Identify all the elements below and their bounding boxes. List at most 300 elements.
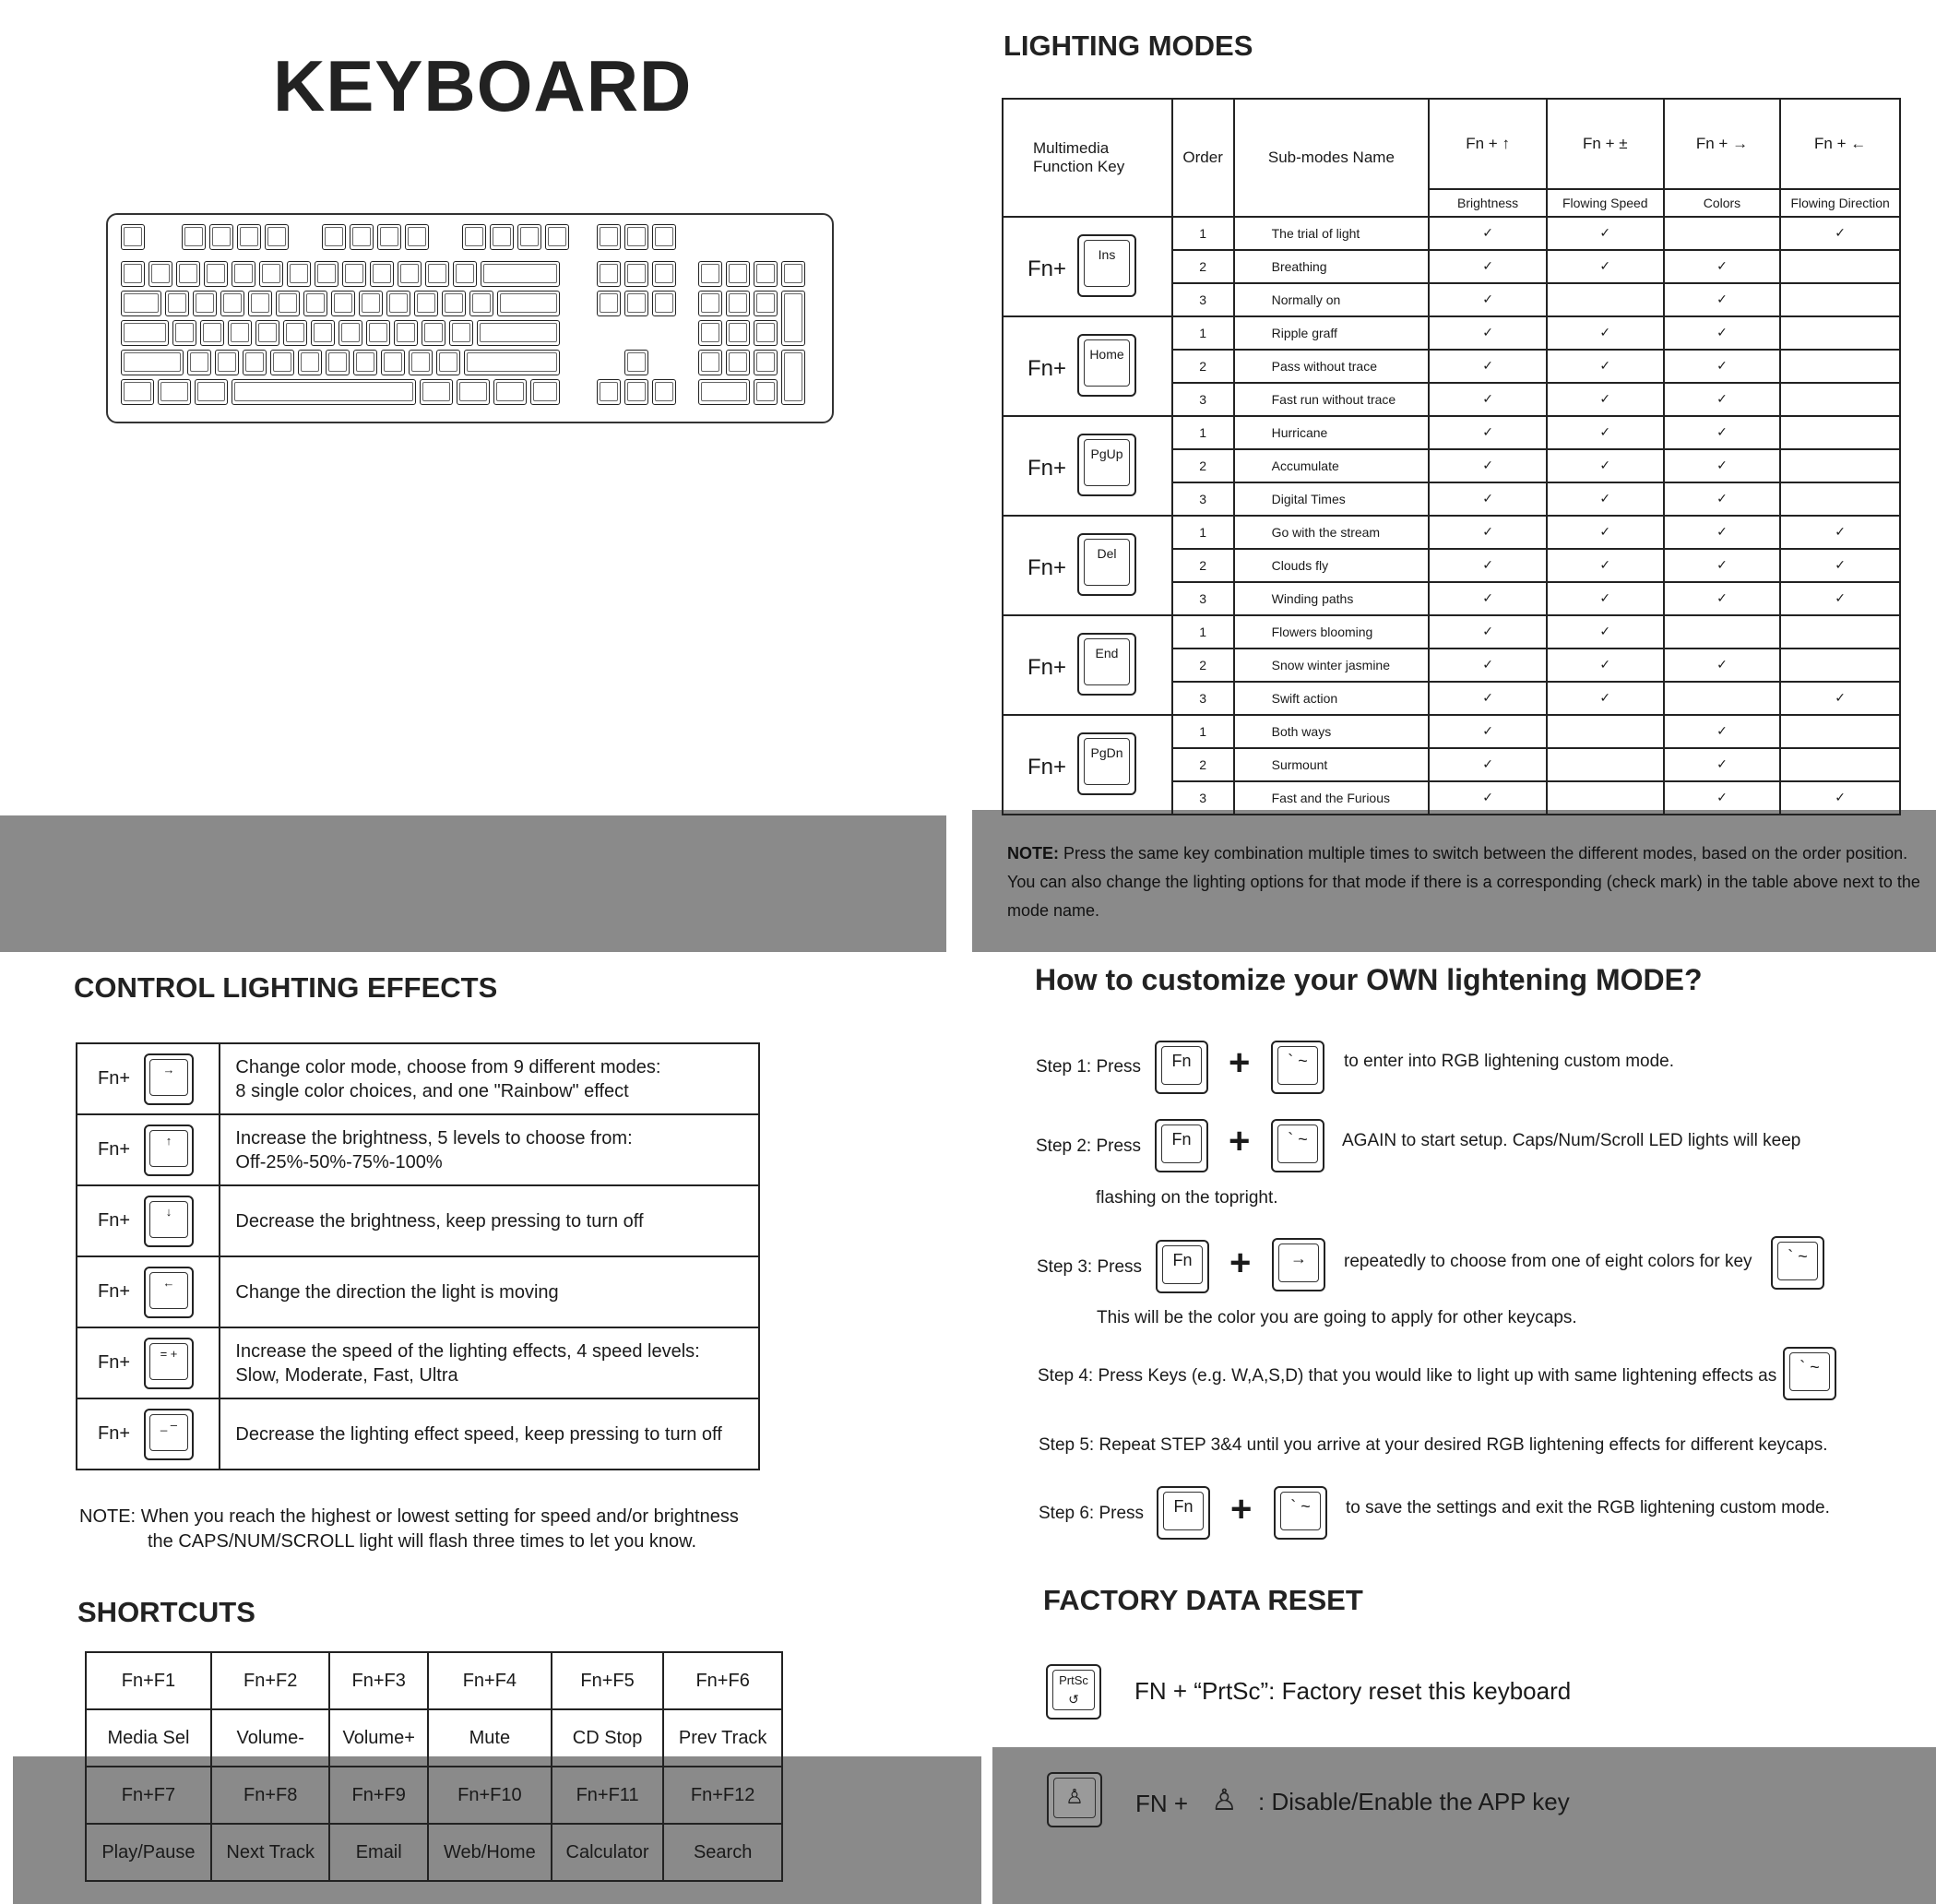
colors-check: ✓: [1664, 549, 1781, 582]
keycap-icon: [331, 291, 355, 316]
direction-check: ✓: [1780, 217, 1900, 250]
direction-check: [1780, 649, 1900, 682]
speed-check: [1547, 283, 1664, 316]
plus-icon: +: [1229, 1121, 1251, 1161]
fn-key-icon: Fn: [1157, 1486, 1210, 1540]
step3-text2: This will be the color you are going to apply for other keycaps.: [1097, 1308, 1577, 1327]
order-cell: 2: [1172, 350, 1234, 383]
keycap-icon: [394, 320, 418, 346]
mode-name-cell: Both ways: [1234, 715, 1430, 748]
keycap-icon: [414, 291, 438, 316]
keycap-icon: [121, 379, 154, 405]
step2-text: AGAIN to start setup. Caps/Num/Scroll LED lights will keep: [1342, 1131, 1801, 1150]
factory-reset-text: FN + “PrtSc”: Factory reset this keyboard: [1134, 1677, 1572, 1705]
speed-check: ✓: [1547, 649, 1664, 682]
brightness-check: ✓: [1429, 283, 1547, 316]
mode-name-cell: Hurricane: [1234, 416, 1430, 449]
direction-check: ✓: [1780, 549, 1900, 582]
left-arrow-key-icon: ←: [1850, 135, 1867, 152]
lighting-modes-table: [1002, 98, 1901, 815]
control-note: [79, 1505, 739, 1554]
control-key-cell: [77, 1327, 220, 1398]
colors-check: [1664, 682, 1781, 715]
keycap-icon: [698, 261, 722, 287]
keycap-icon: [726, 350, 750, 375]
keycap-icon: [726, 320, 750, 346]
keycap-icon: [781, 350, 805, 405]
keycap-icon: [366, 320, 390, 346]
order-cell: 2: [1172, 649, 1234, 682]
speed-keys-icon: ±: [1619, 135, 1628, 152]
colors-check: [1664, 615, 1781, 649]
tilde-key-icon: ` ~: [1771, 1236, 1824, 1290]
control-key-cell: [77, 1185, 220, 1256]
header-brightness-keys: Fn + ↑: [1429, 99, 1547, 189]
control-row: [77, 1043, 759, 1114]
keycap-icon: [287, 261, 311, 287]
control-key-icon: = +: [144, 1338, 194, 1389]
keycap-icon: [121, 350, 184, 375]
order-cell: 3: [1172, 781, 1234, 815]
brightness-check: ✓: [1429, 449, 1547, 482]
header-colors: Colors: [1664, 189, 1781, 217]
speed-check: [1547, 715, 1664, 748]
colors-check: ✓: [1664, 748, 1781, 781]
speed-check: ✓: [1547, 350, 1664, 383]
brightness-check: ✓: [1429, 781, 1547, 815]
keycap-icon: [597, 261, 621, 287]
band-bottom-right: [992, 1747, 1936, 1904]
fn-key-icon: Fn: [1466, 135, 1485, 152]
lighting-title: LIGHTING MODES: [1004, 30, 1253, 62]
lighting-mode-row: [1003, 615, 1900, 649]
control-row: [77, 1398, 759, 1470]
keycap-icon: [232, 261, 255, 287]
keycap-icon: [754, 350, 778, 375]
keycap-icon: [353, 350, 377, 375]
mode-name-cell: Accumulate: [1234, 449, 1430, 482]
control-key-icon: ↓: [144, 1196, 194, 1247]
right-arrow-key-icon: →: [1732, 135, 1749, 152]
shortcut-key: Fn+F6: [663, 1652, 782, 1709]
keycap-icon: [339, 320, 362, 346]
keycap-icon: [624, 261, 648, 287]
keycap-icon: [493, 379, 527, 405]
order-cell: 2: [1172, 748, 1234, 781]
keycap-icon: [228, 320, 252, 346]
control-key-cell: [77, 1256, 220, 1327]
shortcut-function: Mute: [428, 1709, 552, 1767]
speed-check: ✓: [1547, 416, 1664, 449]
direction-check: [1780, 383, 1900, 416]
app-icon: ♙: [1211, 1783, 1238, 1816]
brightness-check: ✓: [1429, 482, 1547, 516]
keycap-icon: [386, 291, 410, 316]
keycap-icon: [255, 320, 279, 346]
shortcut-key: Fn+F5: [552, 1652, 663, 1709]
keycap-icon: [624, 350, 648, 375]
colors-check: [1664, 217, 1781, 250]
keycap-icon: [265, 224, 289, 250]
keycap-icon: [359, 291, 383, 316]
order-cell: 1: [1172, 615, 1234, 649]
lighting-modes-body: [1003, 217, 1900, 815]
direction-check: [1780, 316, 1900, 350]
speed-check: ✓: [1547, 615, 1664, 649]
colors-check: ✓: [1664, 715, 1781, 748]
keycap-icon: [232, 379, 416, 405]
shortcuts-title: SHORTCUTS: [77, 1596, 255, 1628]
brightness-check: ✓: [1429, 250, 1547, 283]
colors-check: ✓: [1664, 649, 1781, 682]
header-direction-keys: Fn + ←: [1780, 99, 1900, 189]
direction-check: [1780, 615, 1900, 649]
brightness-check: ✓: [1429, 350, 1547, 383]
shortcut-key: Fn+F3: [329, 1652, 427, 1709]
direction-check: [1780, 482, 1900, 516]
keycap-icon: [436, 350, 460, 375]
plus-icon: +: [1230, 1489, 1253, 1529]
control-note-line1: When you reach the highest or lowest setting for speed and/or brightness: [140, 1506, 739, 1527]
keycap-icon: [322, 224, 346, 250]
fn-label: Fn+: [1027, 356, 1067, 381]
tilde-key-icon: ` ~: [1271, 1041, 1324, 1094]
direction-check: ✓: [1780, 582, 1900, 615]
shortcut-function: Search: [663, 1824, 782, 1881]
step3-text: repeatedly to choose from one of eight colors for key: [1344, 1252, 1752, 1271]
right-arrow-key-icon: →: [1272, 1238, 1325, 1291]
mode-name-cell: Breathing: [1234, 250, 1430, 283]
step2-label: Step 2: Press: [1036, 1136, 1142, 1156]
direction-check: ✓: [1780, 516, 1900, 549]
keycap-icon: [220, 291, 244, 316]
keycap-icon: [530, 379, 560, 405]
shortcut-key: Fn+F2: [211, 1652, 330, 1709]
keycap-icon: [420, 379, 453, 405]
brightness-check: ✓: [1429, 383, 1547, 416]
fn-label: Fn+: [1027, 456, 1067, 481]
control-table-wrap: [76, 1042, 760, 1470]
fn-key-icon: Fn: [1695, 135, 1715, 152]
step5-text: Step 5: Repeat STEP 3&4 until you arrive at your desired RGB lightening effects for different keycaps.: [1039, 1435, 1828, 1455]
fn-key-icon: Fn: [1582, 135, 1601, 152]
keycap-icon: [698, 350, 722, 375]
keycap-icon: [326, 350, 350, 375]
control-description: Decrease the brightness, keep pressing to turn off: [220, 1185, 759, 1256]
keycap-icon: [754, 291, 778, 316]
order-cell: 1: [1172, 316, 1234, 350]
keycap-icon: [464, 350, 560, 375]
keycap-icon: [172, 320, 196, 346]
lighting-mode-row: [1003, 516, 1900, 549]
brightness-check: ✓: [1429, 316, 1547, 350]
shortcut-key: Fn+F9: [329, 1767, 427, 1824]
speed-check: ✓: [1547, 516, 1664, 549]
order-cell: 3: [1172, 283, 1234, 316]
mode-name-cell: Flowers blooming: [1234, 615, 1430, 649]
lighting-mode-row: [1003, 715, 1900, 748]
shortcut-function: Next Track: [211, 1824, 330, 1881]
control-description: Decrease the lighting effect speed, keep pressing to turn off: [220, 1398, 759, 1470]
speed-check: ✓: [1547, 449, 1664, 482]
mode-name-cell: Swift action: [1234, 682, 1430, 715]
function-key-icon: Home: [1077, 334, 1136, 397]
fn-label: Fn+: [1027, 555, 1067, 580]
step6-text: to save the settings and exit the RGB lightening custom mode.: [1346, 1498, 1830, 1517]
keycap-icon: [449, 320, 473, 346]
colors-check: ✓: [1664, 383, 1781, 416]
keycap-icon: [158, 379, 191, 405]
control-key-cell: [77, 1114, 220, 1185]
header-speed: Flowing Speed: [1547, 189, 1664, 217]
header-mfk: Multimedia Function Key: [1003, 99, 1172, 217]
shortcuts-funcs-row-2: [86, 1824, 782, 1881]
step6-label: Step 6: Press: [1039, 1504, 1145, 1523]
keycap-icon: [597, 224, 621, 250]
control-description: Increase the speed of the lighting effects, 4 speed levels: Slow, Moderate, Fast, Ultra: [220, 1327, 759, 1398]
fn-key-icon: Fn: [1155, 1119, 1208, 1172]
mode-name-cell: Ripple graff: [1234, 316, 1430, 350]
function-key-cell: [1003, 316, 1172, 416]
function-key-icon: End: [1077, 633, 1136, 696]
brightness-check: ✓: [1429, 416, 1547, 449]
control-row: [77, 1114, 759, 1185]
keycap-icon: [457, 379, 490, 405]
shortcut-function: Web/Home: [428, 1824, 552, 1881]
tilde-key-icon: ` ~: [1783, 1347, 1836, 1400]
colors-check: ✓: [1664, 582, 1781, 615]
tilde-key-icon: ` ~: [1274, 1486, 1327, 1540]
fn-label: Fn+: [98, 1139, 131, 1160]
colors-check: ✓: [1664, 350, 1781, 383]
direction-check: [1780, 748, 1900, 781]
keycap-icon: [248, 291, 272, 316]
keyboard-illustration: [106, 213, 834, 423]
keycap-icon: [754, 379, 778, 405]
colors-check: ✓: [1664, 781, 1781, 815]
keycap-icon: [276, 291, 300, 316]
keycap-icon: [193, 291, 217, 316]
keycap-icon: [462, 224, 486, 250]
shortcuts-keys-row-1: [86, 1652, 782, 1709]
keycap-icon: [652, 379, 676, 405]
keycap-icon: [652, 224, 676, 250]
keycap-icon: [200, 320, 224, 346]
keycap-icon: [237, 224, 261, 250]
header-name: Sub-modes Name: [1234, 99, 1430, 217]
speed-check: [1547, 748, 1664, 781]
speed-check: ✓: [1547, 549, 1664, 582]
lighting-mode-row: [1003, 217, 1900, 250]
keycap-icon: [497, 291, 560, 316]
speed-check: ✓: [1547, 582, 1664, 615]
fn-label: Fn+: [98, 1068, 131, 1089]
order-cell: 1: [1172, 516, 1234, 549]
keycap-icon: [270, 350, 294, 375]
colors-check: ✓: [1664, 516, 1781, 549]
fn-key-icon: Fn: [1156, 1240, 1209, 1293]
keycap-icon: [243, 350, 267, 375]
shortcuts-funcs-row-1: [86, 1709, 782, 1767]
shortcut-key: Fn+F12: [663, 1767, 782, 1824]
order-cell: 2: [1172, 549, 1234, 582]
app-key-icon: ♙: [1047, 1772, 1102, 1827]
direction-check: [1780, 350, 1900, 383]
keycap-icon: [726, 261, 750, 287]
fn-label: Fn+: [1027, 256, 1067, 281]
keycap-icon: [315, 261, 339, 287]
control-body: [77, 1043, 759, 1470]
header-brightness: Brightness: [1429, 189, 1547, 217]
keycap-icon: [624, 291, 648, 316]
step1-text: to enter into RGB lightening custom mode.: [1344, 1052, 1675, 1071]
keycap-icon: [442, 291, 466, 316]
arrow-keys-icon: ↑: [1502, 135, 1510, 152]
keycap-icon: [781, 291, 805, 346]
keycap-icon: [405, 224, 429, 250]
colors-check: ✓: [1664, 416, 1781, 449]
keycap-icon: [121, 291, 161, 316]
function-key-icon: Del: [1077, 533, 1136, 596]
keycap-icon: [726, 291, 750, 316]
control-key-icon: _ –: [144, 1409, 194, 1460]
plus-icon: +: [1229, 1243, 1252, 1283]
keycap-icon: [597, 291, 621, 316]
brightness-check: ✓: [1429, 582, 1547, 615]
order-cell: 1: [1172, 217, 1234, 250]
keycap-icon: [469, 291, 493, 316]
brightness-check: ✓: [1429, 516, 1547, 549]
shortcut-function: Volume-: [211, 1709, 330, 1767]
keycap-icon: [698, 320, 722, 346]
keycap-icon: [781, 261, 805, 287]
keycap-icon: [165, 291, 189, 316]
fn-key-icon: Fn: [1814, 135, 1833, 152]
keycap-icon: [121, 224, 145, 250]
control-note-line2: the CAPS/NUM/SCROLL light will flash three times to let you know.: [148, 1531, 697, 1552]
speed-check: ✓: [1547, 217, 1664, 250]
control-description: Change color mode, choose from 9 different modes: 8 single color choices, and one "Rainbow" effect: [220, 1043, 759, 1114]
lighting-table-wrap: [1002, 98, 1901, 815]
keycap-icon: [311, 320, 335, 346]
header-colors-keys: Fn + →: [1664, 99, 1781, 189]
control-key-icon: ←: [144, 1267, 194, 1318]
keycap-icon: [597, 379, 621, 405]
order-cell: 3: [1172, 582, 1234, 615]
keycap-icon: [754, 320, 778, 346]
function-key-cell: [1003, 217, 1172, 316]
direction-check: ✓: [1780, 781, 1900, 815]
control-key-icon: ↑: [144, 1125, 194, 1176]
brightness-check: ✓: [1429, 748, 1547, 781]
lighting-mode-row: [1003, 316, 1900, 350]
keycap-icon: [209, 224, 233, 250]
function-key-icon: Ins: [1077, 234, 1136, 297]
keycap-icon: [350, 224, 374, 250]
speed-check: [1547, 781, 1664, 815]
control-row: [77, 1185, 759, 1256]
shortcut-function: Prev Track: [663, 1709, 782, 1767]
direction-check: [1780, 283, 1900, 316]
function-key-cell: [1003, 715, 1172, 815]
keycap-icon: [490, 224, 514, 250]
keycap-icon: [624, 224, 648, 250]
lighting-note-text: Press the same key combination multiple times to switch between the different modes, based on the order position. You can also change the lighting options for that mode if there is a corresponding (check mark) in the table above next to the mode name.: [1007, 844, 1920, 920]
keycap-icon: [303, 291, 327, 316]
keycap-icon: [754, 261, 778, 287]
keycap-icon: [652, 261, 676, 287]
shortcut-function: CD Stop: [552, 1709, 663, 1767]
mode-name-cell: Snow winter jasmine: [1234, 649, 1430, 682]
control-key-icon: →: [144, 1053, 194, 1105]
app-key-prefix: FN +: [1135, 1790, 1189, 1817]
shortcut-function: Play/Pause: [86, 1824, 211, 1881]
mode-name-cell: Fast and the Furious: [1234, 781, 1430, 815]
keycap-icon: [148, 261, 172, 287]
order-cell: 3: [1172, 482, 1234, 516]
control-description: Change the direction the light is moving: [220, 1256, 759, 1327]
direction-check: [1780, 250, 1900, 283]
keycap-icon: [409, 350, 433, 375]
keycap-icon: [422, 320, 445, 346]
mode-name-cell: Pass without trace: [1234, 350, 1430, 383]
speed-check: ✓: [1547, 316, 1664, 350]
keycap-icon: [298, 350, 322, 375]
shortcut-key: Fn+F8: [211, 1767, 330, 1824]
fn-key-icon: Fn: [1155, 1041, 1208, 1094]
direction-check: [1780, 416, 1900, 449]
function-key-cell: [1003, 516, 1172, 615]
tilde-key-icon: ` ~: [1271, 1119, 1324, 1172]
keycap-icon: [204, 261, 228, 287]
brightness-check: ✓: [1429, 217, 1547, 250]
keycap-icon: [121, 261, 145, 287]
function-key-cell: [1003, 615, 1172, 715]
brightness-check: ✓: [1429, 682, 1547, 715]
keycap-icon: [182, 224, 206, 250]
speed-check: ✓: [1547, 482, 1664, 516]
brightness-check: ✓: [1429, 649, 1547, 682]
plus-icon: +: [1229, 1042, 1251, 1083]
shortcut-function: Media Sel: [86, 1709, 211, 1767]
order-cell: 3: [1172, 383, 1234, 416]
control-note-label: NOTE:: [79, 1506, 137, 1527]
step2-text2: flashing on the topright.: [1096, 1188, 1278, 1208]
fn-label: Fn+: [98, 1352, 131, 1373]
keycap-icon: [517, 224, 541, 250]
keycap-icon: [398, 261, 422, 287]
speed-check: ✓: [1547, 682, 1664, 715]
order-cell: 1: [1172, 416, 1234, 449]
band-top-left: [0, 815, 946, 952]
keycap-icon: [176, 261, 200, 287]
lighting-note: [1007, 839, 1920, 925]
brightness-check: ✓: [1429, 549, 1547, 582]
order-cell: 2: [1172, 250, 1234, 283]
keyboard-title: KEYBOARD: [273, 45, 693, 126]
mode-name-cell: Clouds fly: [1234, 549, 1430, 582]
keycap-icon: [453, 261, 477, 287]
speed-check: ✓: [1547, 383, 1664, 416]
shortcut-key: Fn+F7: [86, 1767, 211, 1824]
mode-name-cell: Normally on: [1234, 283, 1430, 316]
header-direction: Flowing Direction: [1780, 189, 1900, 217]
control-row: [77, 1256, 759, 1327]
order-cell: 1: [1172, 715, 1234, 748]
factory-title: FACTORY DATA RESET: [1043, 1584, 1363, 1616]
colors-check: ✓: [1664, 449, 1781, 482]
shortcut-function: Volume+: [329, 1709, 427, 1767]
